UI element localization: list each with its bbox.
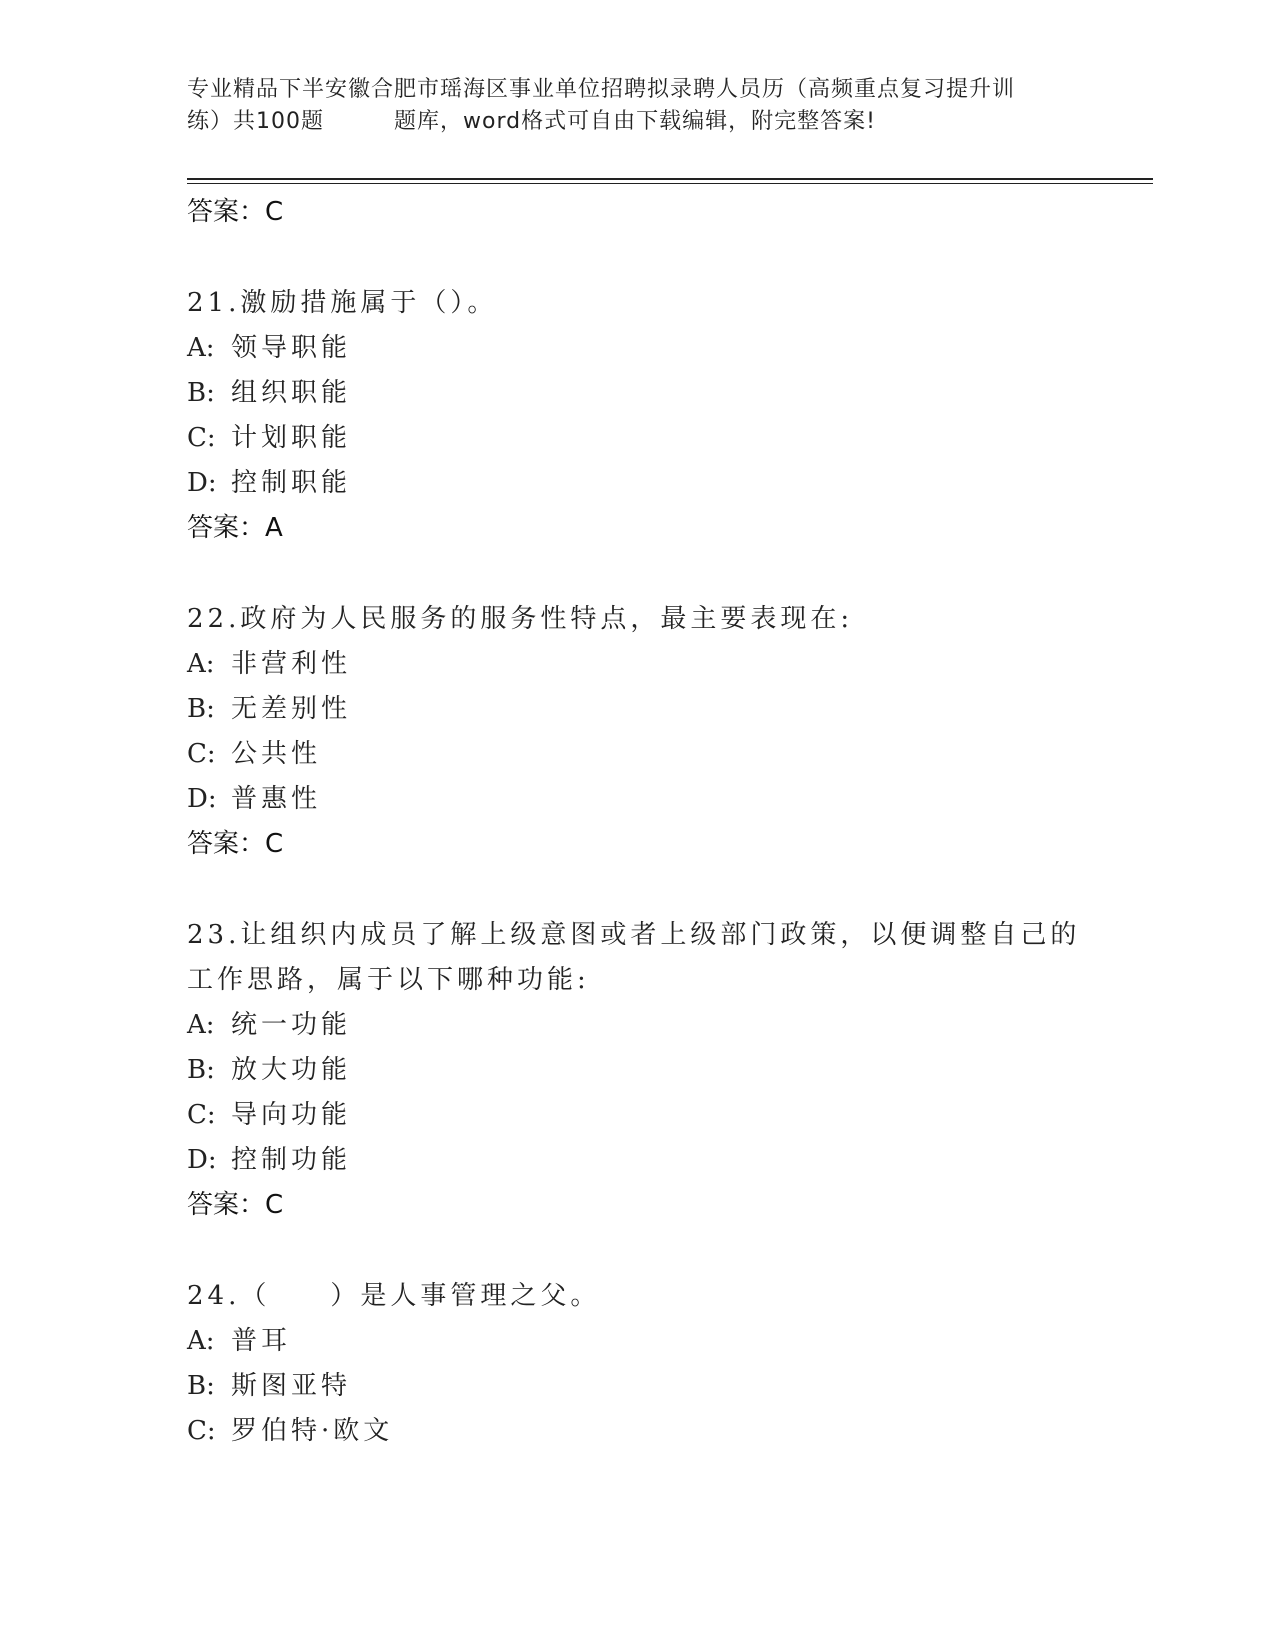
answer-option [187, 1319, 1087, 1364]
option-label: B: [187, 1371, 215, 1401]
block-gap [187, 234, 1087, 281]
option-text: 非营利性 [231, 649, 352, 679]
option-label: D: [187, 784, 217, 814]
option-text: 斯图亚特 [231, 1371, 352, 1401]
answer-option [187, 1048, 1087, 1093]
option-label: C: [187, 423, 216, 453]
header-line-2a: 练）共100题 [187, 109, 324, 134]
answer-option [187, 1409, 1087, 1454]
option-label: A: [187, 333, 215, 363]
answer-line: 答案：C [187, 197, 284, 227]
answer-option [187, 326, 1087, 371]
answer-option [187, 1093, 1087, 1138]
option-label: A: [187, 1326, 215, 1356]
option-label: D: [187, 1145, 217, 1175]
answer-option [187, 1138, 1087, 1183]
answer-option [187, 642, 1087, 687]
question-stem: 23.让组织内成员了解上级意图或者上级部门政策，以便调整自己的工作思路，属于以下哪种功能: [187, 920, 1081, 995]
answer-line: 答案：C [187, 1190, 284, 1220]
option-text: 公共性 [231, 739, 322, 769]
header-rule-thick [187, 178, 1153, 180]
option-label: C: [187, 1100, 216, 1130]
option-text: 控制职能 [231, 468, 352, 498]
header-line-2b: 题库，word格式可自由下载编辑，附完整答案! [394, 109, 876, 134]
question-stem: 22.政府为人民服务的服务性特点，最主要表现在: [187, 604, 854, 634]
option-label: B: [187, 378, 215, 408]
answer-option [187, 371, 1087, 416]
option-text: 普耳 [231, 1326, 292, 1356]
question-stem: 21.激励措施属于（）。 [187, 288, 498, 318]
option-text: 普惠性 [231, 784, 322, 814]
option-text: 罗伯特·欧文 [231, 1416, 394, 1446]
header-line-1: 专业精品下半安徽合肥市瑶海区事业单位招聘拟录聘人员历（高频重点复习提升训 [187, 77, 1016, 102]
option-label: B: [187, 694, 215, 724]
option-label: B: [187, 1055, 215, 1085]
answer-line: 答案：A [187, 513, 283, 543]
option-text: 领导职能 [231, 333, 352, 363]
header-line-2 [187, 106, 1087, 138]
option-label: A: [187, 649, 215, 679]
option-text: 统一功能 [231, 1010, 352, 1040]
header-rule-thin [187, 183, 1153, 184]
question-content [187, 190, 1087, 1454]
block-gap [187, 1227, 1087, 1274]
answer-option [187, 687, 1087, 732]
option-label: D: [187, 468, 217, 498]
answer-option [187, 461, 1087, 506]
answer-option [187, 777, 1087, 822]
option-text: 放大功能 [231, 1055, 352, 1085]
option-text: 控制功能 [231, 1145, 352, 1175]
option-text: 组织职能 [231, 378, 352, 408]
answer-option [187, 416, 1087, 461]
option-label: C: [187, 1416, 216, 1446]
answer-option [187, 1003, 1087, 1048]
answer-line: 答案：C [187, 829, 284, 859]
question-stem: 24.（ ）是人事管理之父。 [187, 1281, 601, 1311]
block-gap [187, 550, 1087, 597]
option-text: 计划职能 [231, 423, 352, 453]
option-label: A: [187, 1010, 215, 1040]
option-text: 无差别性 [231, 694, 352, 724]
answer-option [187, 732, 1087, 777]
page-header [187, 74, 1087, 138]
answer-option [187, 1364, 1087, 1409]
block-gap [187, 866, 1087, 913]
option-text: 导向功能 [231, 1100, 352, 1130]
option-label: C: [187, 739, 216, 769]
